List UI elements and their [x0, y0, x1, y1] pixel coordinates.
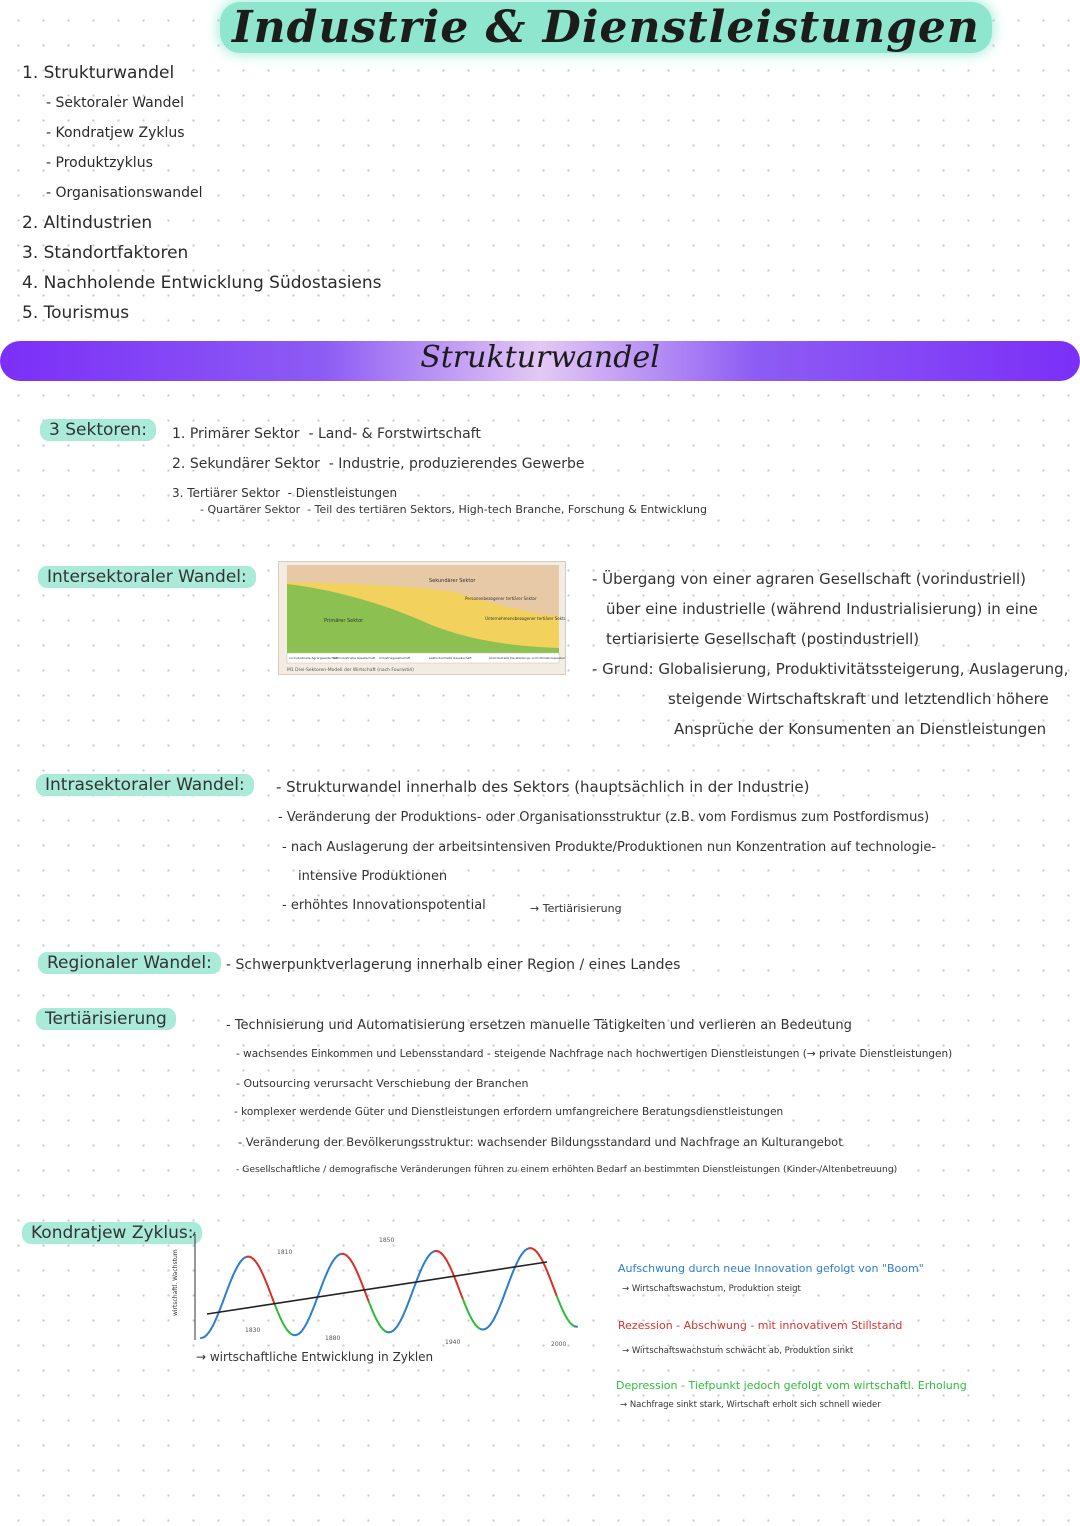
kondratjew-caption: → wirtschaftliche Entwicklung in Zyklen [196, 1350, 434, 1364]
page-title [220, 2, 992, 53]
regional-line: - Schwerpunktverlagerung innerhalb einer Region / eines Landes [226, 957, 681, 973]
inter-line: - Übergang von einer agraren Gesellschaft (vorindustriell) [592, 570, 1027, 588]
drei-sektoren-diagram [279, 562, 565, 674]
tertiarisierung-label-text: Tertiärisierung [36, 1008, 176, 1030]
inter-line: steigende Wirtschaftskraft und letztendlich höhere [668, 690, 1049, 708]
trough-label-3: 1940 [445, 1339, 461, 1346]
sek-label: Sekundärer Sektor [429, 578, 476, 584]
toc-item-3 [22, 238, 382, 268]
kondratjew-label-text: Kondratjew Zyklus: [22, 1222, 202, 1244]
sektor-line-1 [172, 426, 481, 442]
intra-line: - erhöhtes Innovationspotential [282, 898, 486, 913]
peak-label-1: 1810 [277, 1249, 293, 1256]
legend-aufschwung-sub: → Wirtschaftswachstum, Produktion steigt [622, 1284, 801, 1294]
tert-line: - Outsourcing verursacht Verschiebung der Branchen [236, 1077, 529, 1090]
sektor-num: 3. [172, 486, 184, 500]
toc-num: 5. [22, 303, 39, 323]
sektor-name: Primärer Sektor [189, 426, 300, 442]
trend-line [207, 1262, 547, 1314]
legend-rezession: Rezession - Abschwung - mit innovativem Stillstand [618, 1319, 903, 1332]
legend-depression: Depression - Tiefpunkt jedoch gefolgt vom wirtschaftl. Erholung [616, 1379, 967, 1392]
phase-1: vorindustrielle Agrargesellschaft [289, 656, 338, 660]
toc-num: 3. [22, 243, 39, 263]
toc-item-5 [22, 298, 382, 328]
sektor-num: 2. [172, 456, 186, 472]
toc-num: 2. [22, 213, 39, 233]
trough-label-2: 1880 [325, 1335, 341, 1342]
kondratjew-curve [201, 1248, 577, 1338]
intra-line: - nach Auslagerung der arbeitsintensiven Produkte/Produktionen nun Konzentration auf technologie- [282, 840, 937, 855]
figure-caption: M1 Drei-Sektoren-Modell der Wirtschaft (nach Fourastié) [287, 668, 414, 673]
legend-rezession-sub: → Wirtschaftswachstum schwächt ab, Produktion sinkt [622, 1346, 854, 1356]
toc-label: Standortfaktoren [43, 243, 189, 263]
toc-sub: - Organisationswandel [46, 185, 203, 201]
sektor-line-3 [172, 486, 397, 500]
toc-num: 4. [22, 273, 39, 293]
toc-sub: - Sektoraler Wandel [46, 95, 184, 111]
toc-label: Tourismus [43, 303, 130, 323]
inter-line: - Grund: Globalisierung, Produktivitätssteigerung, Auslagerung, [592, 660, 1069, 678]
y-axis-label: wirtschaftl. Wachstum [172, 1249, 179, 1316]
legend-depression-sub: → Nachfrage sinkt stark, Wirtschaft erholt sich schnell wieder [620, 1400, 881, 1410]
inter-line: über eine industrielle (während Industrialisierung) in eine [606, 600, 1038, 618]
tert-line: - wachsendes Einkommen und Lebensstandard - steigende Nachfrage nach hochwertigen Dienstleistungen (→ private Dienstleistungen) [236, 1048, 953, 1060]
intrasektoral-label [36, 774, 254, 796]
sektor-desc: - Industrie, produzierendes Gewerbe [328, 456, 585, 472]
sektor-name: Tertiärer Sektor [187, 486, 281, 500]
inter-line: Ansprüche der Konsumenten an Dienstleistungen [674, 720, 1047, 738]
tert-line: - Veränderung der Bevölkerungsstruktur: wachsender Bildungsstandard und Nachfrage an Kulturangebot [238, 1135, 843, 1149]
table-of-contents [22, 58, 382, 328]
unt-label: Unternehmensbezogener tertiärer Sektor [485, 616, 565, 621]
toc-item-2 [22, 208, 382, 238]
trough-label-1: 1830 [245, 1327, 261, 1334]
phase-5: postindustrielle Dienstleistungs- und Informationsgesellschaft [489, 657, 565, 660]
tert-line: - Gesellschaftliche / demografische Veränderungen führen zu einem erhöhten Bedarf an bestimmten Dienstleistungen (Kinder-/Altenbetreuung) [236, 1164, 898, 1175]
phase-3: Industriegesellschaft [379, 656, 411, 660]
sektor-desc: - Teil des tertiären Sektors, High-tech Branche, Forschung & Entwicklung [307, 503, 708, 516]
sektor-name: - Quartärer Sektor [200, 503, 301, 516]
toc-label: Altindustrien [43, 213, 153, 233]
tertiarisierung-label [36, 1008, 176, 1030]
intra-line: - Veränderung der Produktions- oder Organisationsstruktur (z.B. vom Fordismus zum Postfordismus) [278, 810, 930, 825]
intra-line: - Strukturwandel innerhalb des Sektors (hauptsächlich in der Industrie) [276, 778, 810, 796]
phase-2: frühindustrielle Gesellschaft [333, 656, 376, 660]
sektor-num: 1. [172, 426, 186, 442]
section-title: Strukturwandel [420, 340, 660, 375]
intersektoral-label-text: Intersektoraler Wandel: [38, 566, 256, 588]
peak-label-2: 1850 [379, 1237, 395, 1244]
intra-line: intensive Produktionen [298, 869, 448, 884]
intrasektoral-label-text: Intrasektoraler Wandel: [36, 774, 254, 796]
toc-label: Nachholende Entwicklung Südostasiens [43, 273, 382, 293]
regional-label-text: Regionaler Wandel: [38, 952, 221, 974]
toc-item-1 [22, 58, 382, 88]
toc-num: 1. [22, 63, 39, 83]
toc-label: Strukturwandel [43, 63, 175, 83]
sektoren-label-text: 3 Sektoren: [40, 419, 156, 441]
kondratjew-chart [165, 1228, 585, 1348]
toc-sub: - Produktzyklus [46, 155, 153, 171]
regional-label [38, 952, 221, 974]
page-title-text: Industrie & Dienstleistungen [220, 2, 992, 53]
sektoren-label [40, 419, 156, 441]
sektor-name: Sekundärer Sektor [189, 456, 320, 472]
pers-label: Personenbezogener tertiärer Sektor [465, 596, 537, 601]
prim-label: Primärer Sektor [324, 618, 364, 624]
toc-sub: - Kondratjew Zyklus [46, 125, 185, 141]
toc-item-4 [22, 268, 382, 298]
inter-line: tertiarisierte Gesellschaft (postindustriell) [606, 630, 920, 648]
sektor-desc: - Dienstleistungen [287, 486, 398, 500]
legend-aufschwung: Aufschwung durch neue Innovation gefolgt von "Boom" [618, 1262, 924, 1275]
x-end-label: 2000 [551, 1341, 567, 1348]
phase-4: spätindustrielle Gesellschaft [429, 656, 472, 660]
drei-sektoren-figure [278, 561, 566, 675]
tert-line: - komplexer werdende Güter und Dienstleistungen erfordern umfangreichere Beratungsdienstleistungen [234, 1106, 784, 1118]
intersektoral-label [38, 566, 256, 588]
sektor-line-2 [172, 456, 584, 472]
sektor-line-4 [200, 503, 707, 516]
tert-line: - Technisierung und Automatisierung ersetzen manuelle Tätigkeiten und verlieren an Bedeutung [226, 1018, 852, 1033]
sektor-desc: - Land- & Forstwirtschaft [308, 426, 481, 442]
intra-arrow-note: → Tertiärisierung [530, 902, 622, 915]
